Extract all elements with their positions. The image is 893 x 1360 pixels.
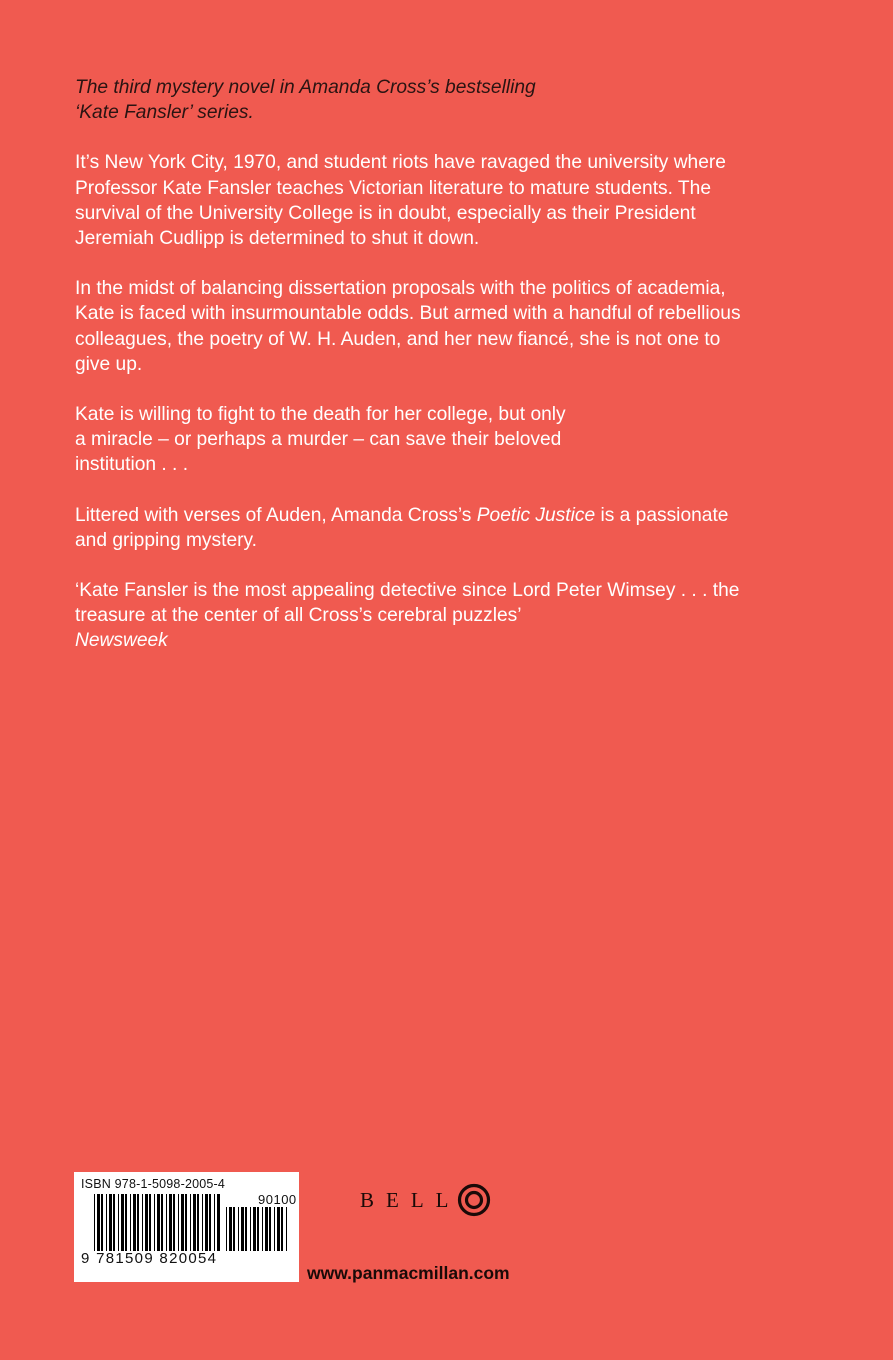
barcode-bar <box>113 1194 115 1251</box>
barcode-bar <box>145 1194 148 1251</box>
barcode-bar <box>265 1207 268 1251</box>
barcode-bar <box>94 1194 95 1251</box>
synopsis-paragraph-3 <box>75 402 755 478</box>
barcode-bar <box>169 1194 172 1251</box>
barcode-bar <box>118 1194 119 1251</box>
barcode-bar <box>257 1207 259 1251</box>
barcode-bar <box>245 1207 247 1251</box>
barcode-bar <box>281 1207 283 1251</box>
barcode-bar <box>233 1207 235 1251</box>
logo-ring-icon <box>457 1183 491 1217</box>
barcode-bar <box>149 1194 151 1251</box>
barcode-bar <box>181 1194 184 1251</box>
logo-text: BELL <box>360 1187 461 1212</box>
barcode-bar <box>205 1194 208 1251</box>
barcode-bar <box>250 1207 251 1251</box>
barcode-bar <box>133 1194 136 1251</box>
barcode-bar <box>241 1207 244 1251</box>
barcode-bar <box>253 1207 256 1251</box>
publisher-website[interactable]: www.panmacmillan.com <box>307 1263 510 1283</box>
barcode-bar <box>97 1194 100 1251</box>
book-title: Poetic Justice <box>476 504 596 526</box>
barcode-bar <box>217 1194 220 1251</box>
paragraph-3-line-2: a miracle – or perhaps a murder – can save their beloved <box>75 429 562 451</box>
barcode-bar <box>238 1207 239 1251</box>
barcode-bar <box>142 1194 143 1251</box>
intro-line-2: ‘Kate Fansler’ series. <box>75 102 254 124</box>
synopsis-paragraph-4 <box>75 503 755 553</box>
synopsis-paragraph-2: In the midst of balancing dissertation proposals with the politics of academia, Kate is faced with insurmountable odds. But armed with a handful of rebellious colleagues, the poetry of W. H. Auden, and her new fiancé, she is not one to give up. <box>75 278 741 375</box>
barcode-bar <box>185 1194 187 1251</box>
synopsis-paragraph-1: It’s New York City, 1970, and student riots have ravaged the university where Professor Kate Fansler teaches Victorian literature to mature students. The survival of the University College is in doubt, especially as their President Jeremiah Cudlipp is determined to shut it down. <box>75 152 726 250</box>
quote-text: ‘Kate Fansler is the most appealing detective since Lord Peter Wimsey . . . the treasure at the center of all Cross’s cerebral puzzles’ <box>75 580 740 627</box>
paragraph-4-before: Littered with verses of Auden, Amanda Cross’s <box>75 504 477 526</box>
barcode-bar <box>161 1194 163 1251</box>
barcode-bar <box>269 1207 271 1251</box>
quote-source: Newsweek <box>75 630 168 652</box>
barcode-bar <box>193 1194 196 1251</box>
paragraph-3-line-3: institution . . . <box>75 454 189 476</box>
barcode-bar <box>101 1194 103 1251</box>
isbn-label: ISBN 978-1-5098-2005-4 <box>81 1177 226 1191</box>
barcode-bar <box>214 1194 215 1251</box>
barcode-bar <box>190 1194 191 1251</box>
barcode-bar <box>229 1207 232 1251</box>
barcode-bar <box>130 1194 131 1251</box>
barcode-bar <box>173 1194 175 1251</box>
barcode-bar <box>106 1194 107 1251</box>
barcode-bar <box>137 1194 139 1251</box>
barcode-bar <box>121 1194 124 1251</box>
barcode-bar <box>226 1207 227 1251</box>
barcode-bar <box>197 1194 199 1251</box>
barcode-bar <box>178 1194 179 1251</box>
barcode-bar <box>262 1207 263 1251</box>
publisher-logo <box>360 1180 491 1220</box>
barcode-bar <box>286 1207 287 1251</box>
barcode-bar <box>157 1194 160 1251</box>
barcode-bar <box>274 1207 275 1251</box>
barcode-bar <box>154 1194 155 1251</box>
barcode-digits: 9 781509 820054 <box>81 1250 218 1267</box>
series-intro <box>75 75 755 125</box>
barcode-bar <box>277 1207 280 1251</box>
paragraph-3-line-1: Kate is willing to fight to the death for her college, but only <box>75 404 566 426</box>
barcode-bar <box>166 1194 167 1251</box>
back-cover-blurb <box>75 75 755 654</box>
review-quote <box>75 578 755 654</box>
barcode-bar <box>125 1194 127 1251</box>
price-code: 90100 <box>258 1192 297 1207</box>
barcode-bar <box>109 1194 112 1251</box>
barcode-bar <box>202 1194 203 1251</box>
paragraph-4-after: is a passionate and gripping mystery. <box>75 504 729 551</box>
barcode-bar <box>209 1194 211 1251</box>
intro-line-1: The third mystery novel in Amanda Cross’s bestselling <box>75 77 536 98</box>
isbn-barcode <box>74 1172 299 1282</box>
